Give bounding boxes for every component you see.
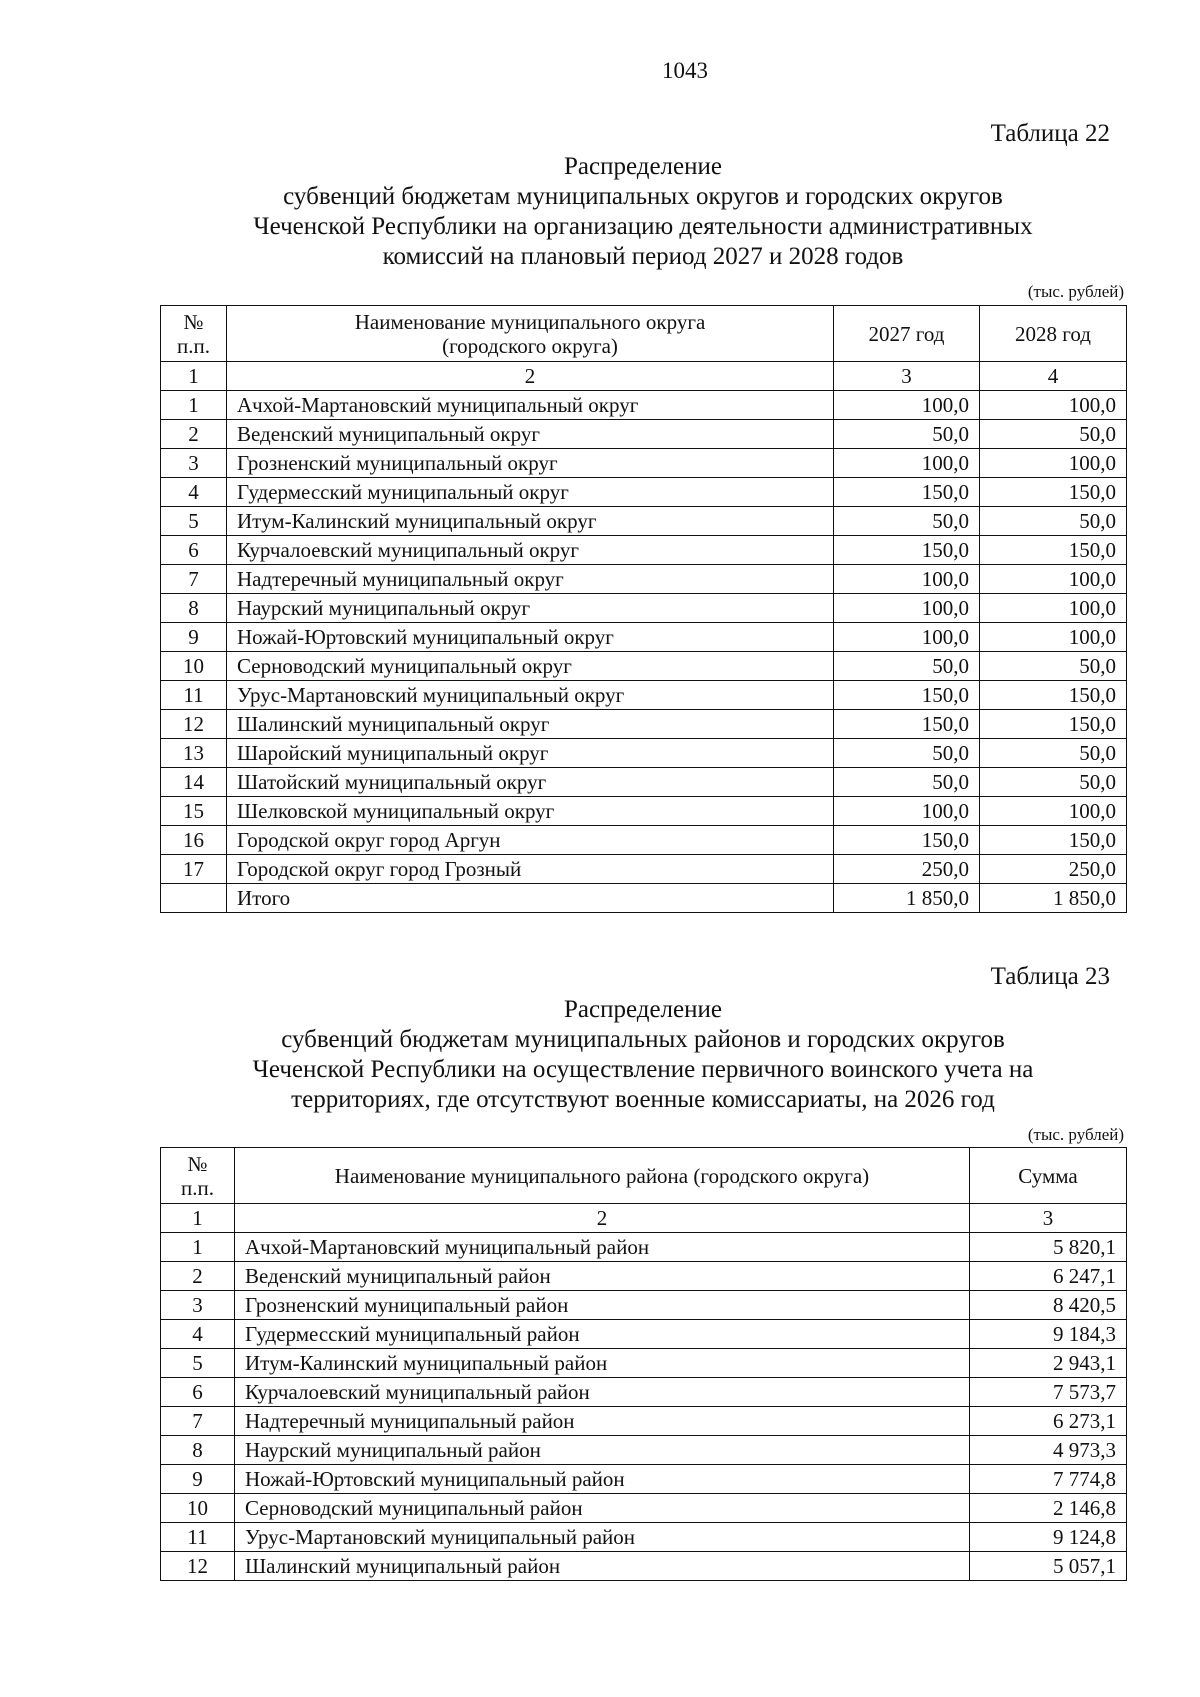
index-cell: 2 — [227, 362, 834, 391]
row-number: 12 — [161, 710, 227, 739]
row-name: Надтеречный муниципальный округ — [227, 565, 834, 594]
table-row — [161, 1407, 1127, 1436]
row-number: 14 — [161, 768, 227, 797]
row-name: Ножай-Юртовский муниципальный район — [235, 1465, 970, 1494]
row-name: Городской округ город Грозный — [227, 855, 834, 884]
table-row — [161, 710, 1127, 739]
table-row — [161, 797, 1127, 826]
row-value-2027: 50,0 — [834, 507, 980, 536]
row-value-2028: 50,0 — [980, 507, 1127, 536]
row-number: 11 — [161, 681, 227, 710]
table-row — [161, 739, 1127, 768]
row-value-2027: 100,0 — [834, 594, 980, 623]
table-row — [161, 681, 1127, 710]
row-name: Урус-Мартановский муниципальный район — [235, 1523, 970, 1552]
row-number: 10 — [161, 1494, 235, 1523]
index-cell: 1 — [161, 1204, 235, 1233]
row-sum: 5 820,1 — [970, 1233, 1127, 1262]
table-row — [161, 1523, 1127, 1552]
row-number: 7 — [161, 565, 227, 594]
table-23-title-line: Распределение — [564, 996, 722, 1023]
row-number: 12 — [161, 1552, 235, 1581]
table-22-title-line: комиссий на плановый период 2027 и 2028 годов — [382, 243, 904, 270]
row-value-2028: 100,0 — [980, 565, 1127, 594]
row-name: Курчалоевский муниципальный округ — [227, 536, 834, 565]
table-row — [161, 391, 1127, 420]
row-name: Урус-Мартановский муниципальный округ — [227, 681, 834, 710]
row-number: 9 — [161, 1465, 235, 1494]
table-row — [161, 768, 1127, 797]
total-2028: 1 850,0 — [980, 884, 1127, 913]
row-number: 5 — [161, 507, 227, 536]
row-name: Шелковской муниципальный округ — [227, 797, 834, 826]
row-sum: 9 124,8 — [970, 1523, 1127, 1552]
row-value-2027: 150,0 — [834, 478, 980, 507]
row-value-2028: 100,0 — [980, 623, 1127, 652]
header-name-line: (городского округа) — [442, 333, 618, 358]
table-row — [161, 1436, 1127, 1465]
header-2028: 2028 год — [980, 306, 1127, 362]
table-23-title — [160, 995, 1126, 1115]
row-name: Итум-Калинский муниципальный округ — [227, 507, 834, 536]
row-number: 16 — [161, 826, 227, 855]
row-number: 3 — [161, 1291, 235, 1320]
row-value-2028: 50,0 — [980, 768, 1127, 797]
row-sum: 9 184,3 — [970, 1320, 1127, 1349]
row-number: 1 — [161, 391, 227, 420]
row-value-2027: 100,0 — [834, 391, 980, 420]
row-sum: 5 057,1 — [970, 1552, 1127, 1581]
row-value-2028: 150,0 — [980, 826, 1127, 855]
row-name: Гудермесский муниципальный округ — [227, 478, 834, 507]
row-name: Надтеречный муниципальный район — [235, 1407, 970, 1436]
table-row — [161, 1291, 1127, 1320]
row-value-2027: 150,0 — [834, 826, 980, 855]
table-row — [161, 826, 1127, 855]
row-name: Городской округ город Аргун — [227, 826, 834, 855]
header-num — [161, 306, 227, 362]
row-sum: 2 146,8 — [970, 1494, 1127, 1523]
row-number: 11 — [161, 1523, 235, 1552]
row-name: Грозненский муниципальный округ — [227, 449, 834, 478]
total-number — [161, 884, 227, 913]
row-value-2027: 100,0 — [834, 565, 980, 594]
table-23-label: Таблица 23 — [990, 963, 1110, 990]
row-name: Серноводский муниципальный район — [235, 1494, 970, 1523]
index-cell: 4 — [980, 362, 1127, 391]
index-cell: 1 — [161, 362, 227, 391]
row-value-2028: 150,0 — [980, 681, 1127, 710]
header-num-line: № — [183, 309, 204, 334]
row-name: Гудермесский муниципальный район — [235, 1320, 970, 1349]
total-row — [161, 884, 1127, 913]
row-value-2027: 100,0 — [834, 623, 980, 652]
row-sum: 7 774,8 — [970, 1465, 1127, 1494]
table-22-title-line: Распределение — [564, 153, 722, 180]
row-value-2028: 250,0 — [980, 855, 1127, 884]
row-sum: 6 273,1 — [970, 1407, 1127, 1436]
table-22-body — [161, 391, 1127, 913]
row-name: Шаройский муниципальный округ — [227, 739, 834, 768]
total-2027: 1 850,0 — [834, 884, 980, 913]
row-name: Шатойский муниципальный округ — [227, 768, 834, 797]
index-cell: 3 — [834, 362, 980, 391]
row-number: 10 — [161, 652, 227, 681]
row-sum: 8 420,5 — [970, 1291, 1127, 1320]
row-number: 8 — [161, 1436, 235, 1465]
table-row — [161, 1320, 1127, 1349]
row-sum: 2 943,1 — [970, 1349, 1127, 1378]
table-row — [161, 565, 1127, 594]
row-number: 5 — [161, 1349, 235, 1378]
header-num — [161, 1148, 235, 1204]
table-row — [161, 1378, 1127, 1407]
row-value-2027: 50,0 — [834, 652, 980, 681]
row-name: Ачхой-Мартановский муниципальный район — [235, 1233, 970, 1262]
table-22-title-line: субвенций бюджетам муниципальных округов и городских округов — [283, 183, 1003, 210]
table-23-title-line: субвенций бюджетам муниципальных районов и городских округов — [281, 1026, 1005, 1053]
table-row — [161, 1262, 1127, 1291]
row-number: 6 — [161, 536, 227, 565]
table-23-units: (тыс. рублей) — [1027, 1125, 1124, 1144]
table-row — [161, 1494, 1127, 1523]
row-value-2028: 100,0 — [980, 594, 1127, 623]
row-name: Веденский муниципальный округ — [227, 420, 834, 449]
row-value-2028: 150,0 — [980, 536, 1127, 565]
row-number: 6 — [161, 1378, 235, 1407]
table-23-title-line: территориях, где отсутствуют военные комиссариаты, на 2026 год — [291, 1086, 995, 1113]
row-value-2028: 50,0 — [980, 420, 1127, 449]
row-value-2028: 100,0 — [980, 797, 1127, 826]
row-value-2028: 150,0 — [980, 710, 1127, 739]
row-number: 2 — [161, 420, 227, 449]
index-cell: 2 — [235, 1204, 970, 1233]
row-value-2027: 50,0 — [834, 768, 980, 797]
table-row — [161, 420, 1127, 449]
row-number: 2 — [161, 1262, 235, 1291]
row-value-2027: 150,0 — [834, 536, 980, 565]
table-row — [161, 652, 1127, 681]
row-value-2027: 50,0 — [834, 420, 980, 449]
header-name: Наименование муниципального района (городского округа) — [235, 1148, 970, 1204]
row-number: 15 — [161, 797, 227, 826]
table-row — [161, 1233, 1127, 1262]
row-value-2028: 50,0 — [980, 652, 1127, 681]
header-sum: Сумма — [970, 1148, 1127, 1204]
table-23-header — [161, 1148, 1127, 1233]
header-num-line: п.п. — [177, 333, 210, 358]
total-label: Итого — [227, 884, 834, 913]
row-name: Веденский муниципальный район — [235, 1262, 970, 1291]
row-value-2027: 150,0 — [834, 710, 980, 739]
row-value-2028: 100,0 — [980, 391, 1127, 420]
table-row — [161, 478, 1127, 507]
row-name: Грозненский муниципальный район — [235, 1291, 970, 1320]
table-row — [161, 507, 1127, 536]
table-row — [161, 449, 1127, 478]
row-name: Ачхой-Мартановский муниципальный округ — [227, 391, 834, 420]
header-num-line: № — [187, 1151, 208, 1176]
header-num-line: п.п. — [181, 1175, 214, 1200]
row-name: Наурский муниципальный район — [235, 1436, 970, 1465]
table-23-body — [161, 1233, 1127, 1581]
table-23-title-line: Чеченской Республики на осуществление первичного воинского учета на — [252, 1056, 1034, 1083]
row-name: Итум-Калинский муниципальный район — [235, 1349, 970, 1378]
table-row — [161, 623, 1127, 652]
table-22-title — [160, 152, 1126, 272]
table-22-header — [161, 306, 1127, 391]
table-22-label: Таблица 22 — [990, 120, 1110, 147]
row-number: 4 — [161, 1320, 235, 1349]
row-name: Наурский муниципальный округ — [227, 594, 834, 623]
row-number: 7 — [161, 1407, 235, 1436]
header-name — [227, 306, 834, 362]
row-sum: 4 973,3 — [970, 1436, 1127, 1465]
row-value-2028: 150,0 — [980, 478, 1127, 507]
table-22-units: (тыс. рублей) — [1027, 282, 1124, 301]
row-value-2027: 250,0 — [834, 855, 980, 884]
row-value-2027: 50,0 — [834, 739, 980, 768]
row-number: 3 — [161, 449, 227, 478]
table-23 — [160, 1147, 1127, 1581]
table-row — [161, 536, 1127, 565]
row-value-2027: 100,0 — [834, 449, 980, 478]
row-number: 4 — [161, 478, 227, 507]
row-value-2028: 50,0 — [980, 739, 1127, 768]
row-name: Шалинский муниципальный район — [235, 1552, 970, 1581]
row-name: Ножай-Юртовский муниципальный округ — [227, 623, 834, 652]
table-row — [161, 594, 1127, 623]
table-row — [161, 855, 1127, 884]
header-name-line: Наименование муниципального округа — [354, 309, 706, 334]
table-row — [161, 1552, 1127, 1581]
row-sum: 6 247,1 — [970, 1262, 1127, 1291]
row-number: 1 — [161, 1233, 235, 1262]
row-sum: 7 573,7 — [970, 1378, 1127, 1407]
row-name: Курчалоевский муниципальный район — [235, 1378, 970, 1407]
row-number: 17 — [161, 855, 227, 884]
header-2027: 2027 год — [834, 306, 980, 362]
row-value-2028: 100,0 — [980, 449, 1127, 478]
row-value-2027: 100,0 — [834, 797, 980, 826]
row-value-2027: 150,0 — [834, 681, 980, 710]
row-number: 9 — [161, 623, 227, 652]
row-number: 8 — [161, 594, 227, 623]
index-cell: 3 — [970, 1204, 1127, 1233]
row-number: 13 — [161, 739, 227, 768]
row-name: Шалинский муниципальный округ — [227, 710, 834, 739]
table-22 — [160, 305, 1127, 913]
table-22-title-line: Чеченской Республики на организацию деятельности административных — [253, 213, 1033, 240]
table-row — [161, 1349, 1127, 1378]
row-name: Серноводский муниципальный округ — [227, 652, 834, 681]
table-row — [161, 1465, 1127, 1494]
page-number: 1043 — [662, 58, 708, 83]
